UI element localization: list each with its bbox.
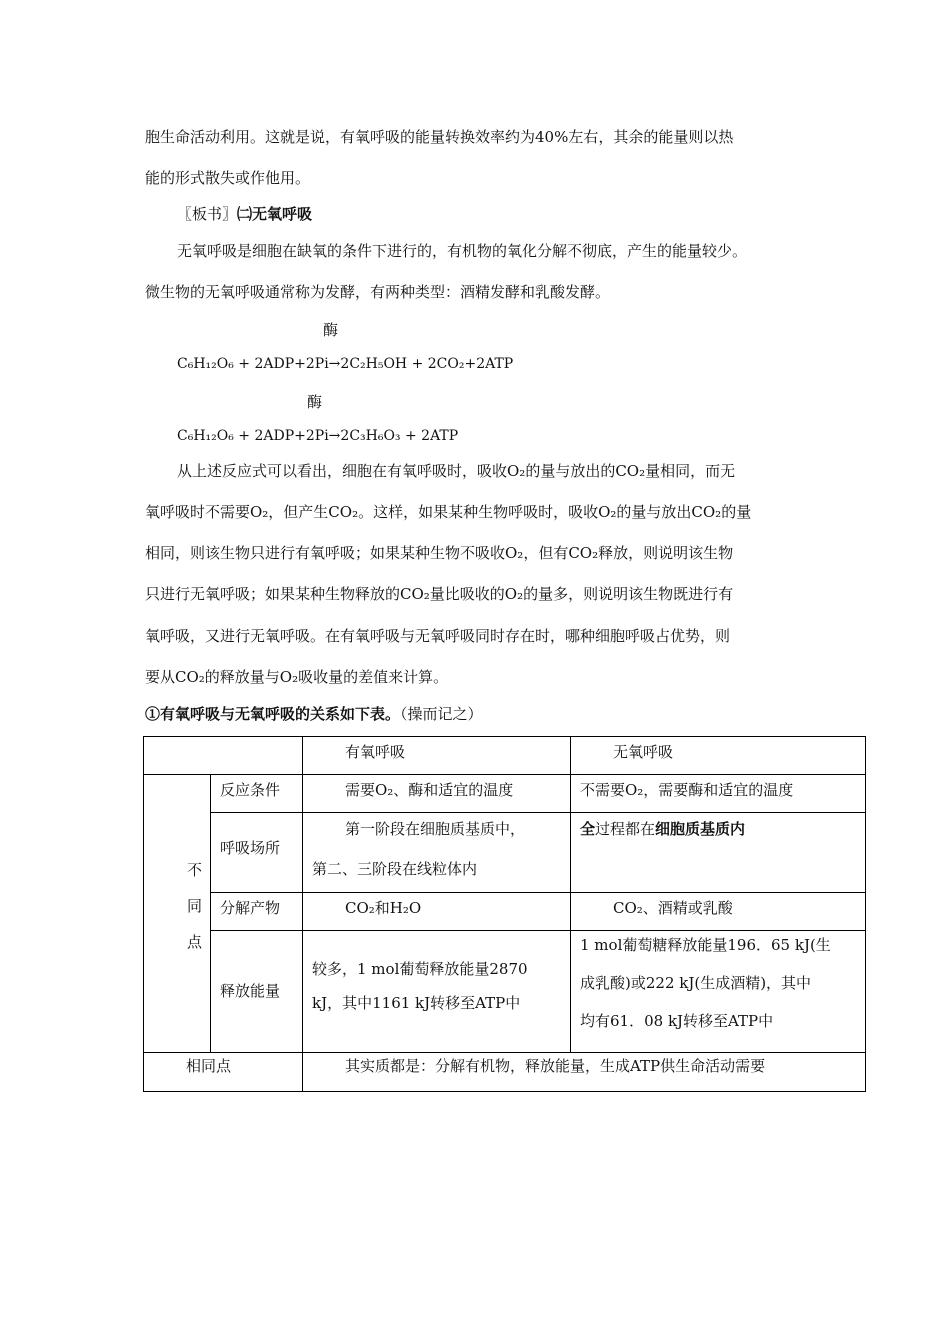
table-caption-note: （操而记之）: [400, 705, 483, 723]
enzyme-label: 酶: [307, 393, 323, 411]
header-anaerobic: 无氧呼吸: [613, 743, 674, 761]
row-label: 分解产物: [220, 899, 281, 917]
anaerobic-cell: [571, 813, 866, 893]
equation-alcohol: C₆H₁₂O₆ + 2ADP+2Pi→2C₂H₅OH + 2CO₂+2ATP: [177, 356, 514, 372]
paragraph-line: 相同，则该生物只进行有氧呼吸；如果某种生物不吸收O₂，但有CO₂释放，则说明该生物: [145, 544, 734, 562]
table-caption-title: ①有氧呼吸与无氧呼吸的关系如下表。: [145, 705, 401, 723]
cell-text: 不需要O₂，需要酶和适宜的温度: [580, 781, 794, 799]
plain-text: 过程都在: [595, 820, 656, 838]
section-title: ㈡无氧呼吸: [237, 205, 313, 223]
row-label-cell: [211, 893, 303, 931]
anaerobic-cell: [571, 931, 866, 1053]
same-text: 其实质都是：分解有机物，释放能量，生成ATP供生命活动需要: [345, 1057, 766, 1075]
aerobic-cell: [303, 775, 571, 813]
cell-text: 均有61．08 kJ转移至ATP中: [580, 1012, 774, 1030]
cell-text: 第一阶段在细胞质基质中，: [345, 820, 526, 838]
aerobic-cell: [303, 893, 571, 931]
paragraph-line: 氧呼吸时不需要O₂，但产生CO₂。这样，如果某种生物呼吸时，吸收O₂的量与放出CO₂的量: [145, 503, 752, 521]
cell-text: CO₂和H₂O: [345, 899, 422, 917]
aerobic-cell: [303, 813, 571, 893]
header-anaerobic-cell: [571, 737, 866, 775]
row-label: 反应条件: [220, 781, 281, 799]
same-text-cell: [303, 1053, 866, 1092]
table-row: [144, 775, 866, 813]
cell-text: [580, 819, 745, 839]
row-label-cell: [211, 931, 303, 1053]
cell-text: 较多，1 mol葡萄释放能量2870: [312, 960, 528, 978]
diff-label-cell: [144, 775, 211, 1053]
enzyme-label: 酶: [323, 321, 339, 339]
header-aerobic: 有氧呼吸: [345, 743, 406, 761]
diff-label-char: 不: [187, 861, 203, 879]
paragraph-line: 无氧呼吸是细胞在缺氧的条件下进行的，有机物的氧化分解不彻底，产生的能量较少。: [177, 242, 748, 260]
aerobic-cell: [303, 931, 571, 1053]
board-heading: [177, 204, 312, 224]
row-label: 呼吸场所: [220, 839, 281, 857]
row-label-cell: [211, 775, 303, 813]
paragraph-line: 胞生命活动利用。这就是说，有氧呼吸的能量转换效率约为40%左右，其余的能量则以热: [145, 128, 734, 146]
same-label-cell: [144, 1053, 303, 1092]
paragraph-line: 微生物的无氧呼吸通常称为发酵，有两种类型：酒精发酵和乳酸发酵。: [145, 283, 611, 301]
paragraph-line: 要从CO₂的释放量与O₂吸收量的差值来计算。: [145, 668, 449, 686]
cell-text: 1 mol葡萄糖释放能量196．65 kJ(生: [580, 936, 831, 954]
paragraph-line: 只进行无氧呼吸；如果某种生物释放的CO₂量比吸收的O₂的量多，则说明该生物既进行有: [145, 585, 734, 603]
cell-text: kJ，其中1161 kJ转移至ATP中: [312, 994, 521, 1012]
cell-text: CO₂、酒精或乳酸: [613, 899, 733, 917]
cell-text: 第二、三阶段在线粒体内: [312, 860, 478, 878]
anaerobic-cell: [571, 893, 866, 931]
row-label-cell: [211, 813, 303, 893]
table-row: [144, 813, 866, 893]
table-header-row: [144, 737, 866, 775]
bold-prefix: 全: [580, 820, 596, 838]
table-row: [144, 893, 866, 931]
table-row: [144, 931, 866, 1053]
paragraph-line: 能的形式散失或作他用。: [145, 169, 311, 187]
board-prefix: 〖板书〗: [177, 205, 238, 223]
row-label: 释放能量: [220, 982, 281, 1000]
table-caption: [145, 704, 483, 724]
comparison-table: [143, 736, 866, 1092]
paragraph-line: 氧呼吸，又进行无氧呼吸。在有氧呼吸与无氧呼吸同时存在时，哪种细胞呼吸占优势，则: [145, 627, 731, 645]
table-row: [144, 1053, 866, 1092]
anaerobic-cell: [571, 775, 866, 813]
equation-lactic: C₆H₁₂O₆ + 2ADP+2Pi→2C₃H₆O₃ + 2ATP: [177, 428, 459, 444]
same-label: 相同点: [186, 1057, 232, 1075]
cell-text: 成乳酸)或222 kJ(生成酒精)，其中: [580, 974, 812, 992]
paragraph-line: 从上述反应式可以看出，细胞在有氧呼吸时，吸收O₂的量与放出的CO₂量相同，而无: [177, 462, 736, 480]
header-aerobic-cell: [303, 737, 571, 775]
diff-label-char: 点: [187, 933, 203, 951]
diff-label-char: 同: [187, 897, 203, 915]
cell-text: 需要O₂、酶和适宜的温度: [345, 781, 514, 799]
bold-text: 细胞质基质内: [655, 820, 746, 838]
header-blank-cell: [144, 737, 303, 775]
